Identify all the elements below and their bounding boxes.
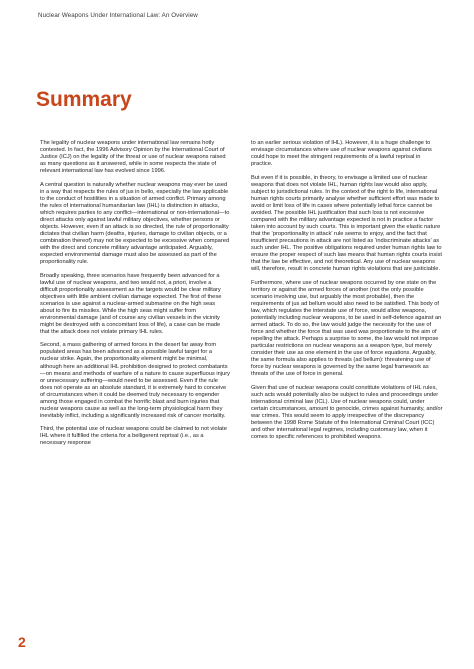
paragraph: Broadly speaking, three scenarios have frequently been advanced for a lawful use of nuclear weapons, and two would not, a priori, involve a difficult proportionality assessment as the targets would be clear military objectives with little ambient civilian damage expected. The first of these scenarios is use against a nuclear-armed submarine on the high seas about to fire its missiles. While the high seas might suffer from environmental damage (and of course any civilian vessels in the vicinity might be destroyed with a concomitant loss of life), a case can be made that the attack does not violate primary IHL rules. [40, 272, 222, 335]
paragraph: The legality of nuclear weapons under international law remains hotly contested. In fact, the 1996 Advisory Opinion by the International Court of Justice (ICJ) on the legality of the threat or use of nuclear weapons raised as many questions as it answered, while in some respects the state of relevant international law has evolved since 1996. [40, 140, 226, 175]
right-column [251, 140, 443, 447]
paragraph: to an earlier serious violation of IHL). However, it is a huge challenge to envisage circumstances where use of nuclear weapons against civilians could hope to meet the stringent requirements of a lawful reprisal in practice. [251, 140, 432, 168]
running-header: Nuclear Weapons Under International Law: An Overview [38, 12, 198, 19]
paragraph: Furthermore, where use of nuclear weapons occurred by one state on the territory or against the armed forces of another (not the only possible scenario involving use, but arguably the most probable), then the requirements of jus ad bellum would also need to be satisfied. This body of law, which regulates the interstate use of force, would allow weapons, potentially including nuclear weapons, to be used in self-defence against an armed attack. To do so, the law would judge the necessity for the use of force and whether the force that was used was proportionate to the aim of repelling the attack. Perhaps a surprise to some, the law would not impose particular restrictions on nuclear weapons as a weapon type, but merely consider their use as one element in the use of force equations. Arguably, the same formula also applies to threats (ad bellum): threatening use of force by nuclear weapons is governed by the same legal framework as threats of the use of force in general. [251, 279, 442, 378]
header-band [0, 0, 474, 26]
paragraph: A central question is naturally whether nuclear weapons may ever be used in a way that respects the rules of jus in bello, especially the law applicable to the conduct of hostilities in a situation of armed conflict. Primary among the rules of international humanitarian law (IHL) is distinction in attacks, which requires parties to any conflict—international or non-international—to direct attacks only against lawful military objectives, whether persons or objects. However, even if an attack is so directed, the rule of proportionality dictates that civilian harm (deaths, injuries, damage to civilian objects, or a combination thereof) may not be expected to be excessive when compared with the direct and concrete military advantage anticipated. Arguably, expected environmental damage must also be assessed as part of the proportionality rule. [40, 181, 230, 266]
left-column [40, 140, 230, 454]
paragraph: Third, the potential use of nuclear weapons could be claimed to not violate IHL where it fulfilled the criteria for a belligerent reprisal (i.e., as a necessary response [40, 426, 227, 447]
page-title: Summary [36, 88, 132, 111]
paragraph: Second, a mass gathering of armed forces in the desert far away from populated areas has been advanced as a possible lawful target for a nuclear strike. Again, the proportionality element might be minimal, although here an additional IHL prohibition designed to protect combatants—on means and methods of warfare of a nature to cause superfluous injury or unnecessary suffering—would need to be assessed. Even if the rule does not operate as an absolute standard, it is extremely hard to conceive of circumstances when it could be deemed truly necessary to engender among those engaged in combat the horrific blast and burn injuries that nuclear weapons cause as well as the long-term physiological harm they inevitably inflict, including a significantly increased risk of cancer mortality. [40, 342, 231, 419]
page-number: 2 [18, 634, 26, 650]
paragraph: But even if it is possible, in theory, to envisage a limited use of nuclear weapons that does not violate IHL, human rights law would also apply, subject to jurisdictional rules. In the context of the right to life, international human rights courts primarily analyse whether sufficient effort was made to avoid or limit loss of life in cases where potentially lethal force cannot be avoided. The possible IHL justification that such loss is not excessive compared with the military advantage expected is not in practice a factor taken into account by such courts. This is important given the elastic nature that the ‘proportionality in attack’ rule seems to enjoy, and the fact that insufficient precautions in attack are not listed as ‘indiscriminate attacks’ as such under IHL. The positive obligations required under human rights law to ensure the proper respect of such law means that human rights courts insist that the law be effective, and not theoretical. Any use of nuclear weapons will, therefore, result in concrete human rights violations that are justiciable. [251, 174, 442, 273]
paragraph: Given that use of nuclear weapons could constitute violations of IHL rules, such acts would potentially also be subject to rules and proceedings under international criminal law (ICL). Use of nuclear weapons could, under certain circumstances, amount to genocide, crimes against humanity, and/or war crimes. This would seem to apply irrespective of the discrepancy between the 1998 Rome Statute of the International Criminal Court (ICC) and other international legal regimes, including customary law, when it comes to specific references to prohibited weapons. [251, 384, 443, 440]
